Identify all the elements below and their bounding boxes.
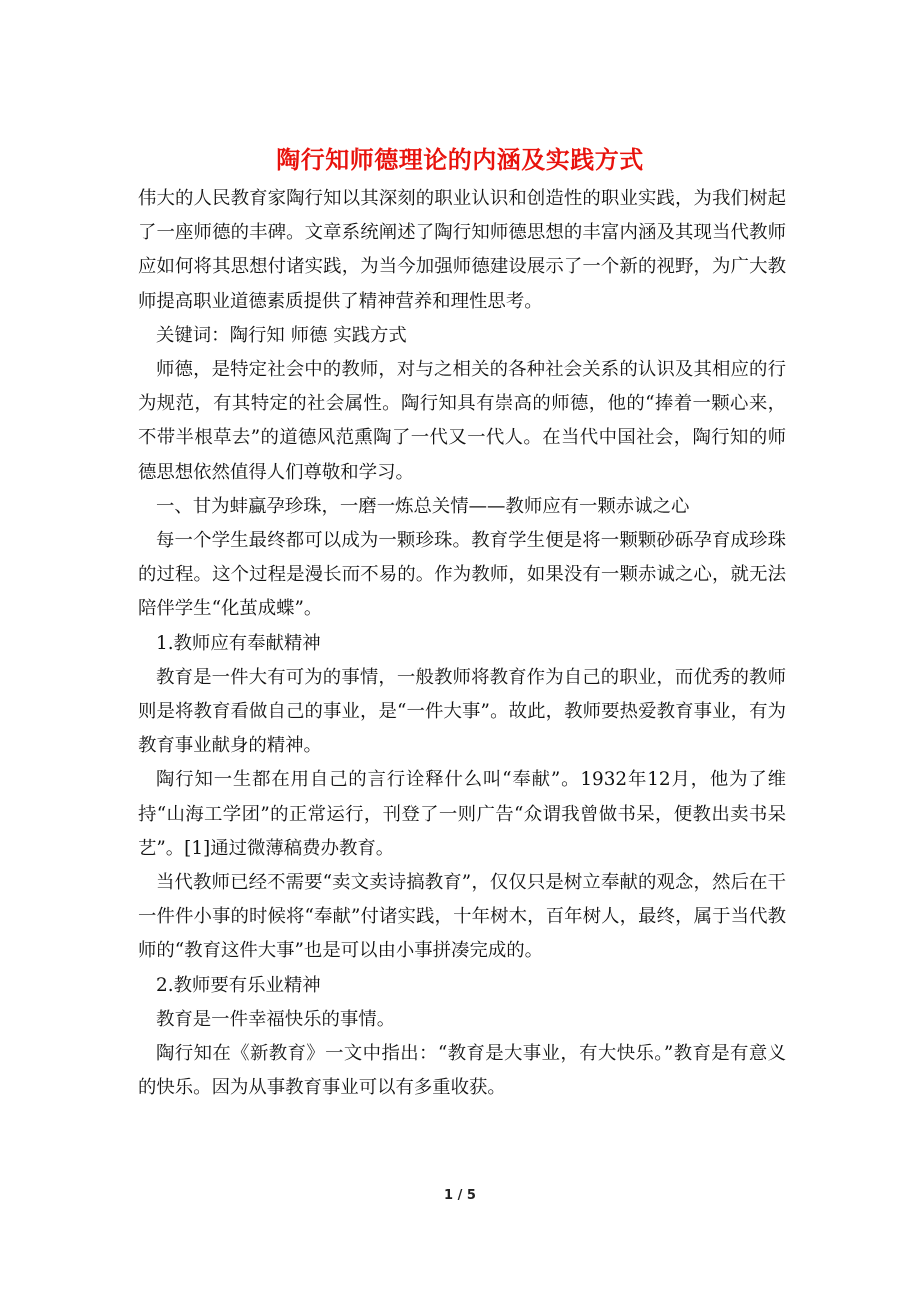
page-number: 1 / 5 [444,1188,476,1203]
body-paragraph: 教育是一件幸福快乐的事情。 [156,1008,396,1030]
body-paragraph: 师德，是特定社会中的教师，对与之相关的各种社会关系的认识及其相应的行为规范，有其特定的社会属性。陶行知具有崇高的师德，他的“捧着一颗心来，不带半根草去”的道德风范熏陶了一代又一代人。在当代中国社会，陶行知的师德思想依然值得人们尊敬和学习。 [138,359,786,483]
section-heading: 一、甘为蚌蠃孕珍珠，一磨一炼总关情——教师应有一颗赤诚之心 [156,495,690,517]
keywords-paragraph: 关键词：陶行知 师德 实践方式 [156,324,407,346]
body-paragraph: 教育是一件大有可为的事情，一般教师将教育作为自己的职业，而优秀的教师则是将教育看做自己的事业，是“一件大事”。故此，教师要热爱教育事业，有为教育事业献身的精神。 [138,666,786,757]
body-paragraph: 陶行知一生都在用自己的言行诠释什么叫“奉献”。1932年12月，他为了维持“山海工学团”的正常运行，刊登了一则广告“众谓我曾做书呆，便教出卖书呆艺”。[1]通过微薄稿费办教育。 [138,769,786,859]
body-paragraph: 陶行知在《新教育》一文中指出：“教育是大事业，有大快乐。”教育是有意义的快乐。因为从事教育事业可以有多重收获。 [138,1043,786,1099]
subsection-heading: 2.教师要有乐业精神 [156,974,321,996]
abstract-paragraph: 伟大的人民教育家陶行知以其深刻的职业认识和创造性的职业实践，为我们树起了一座师德的丰碑。文章系统阐述了陶行知师德思想的丰富内涵及其现当代教师应如何将其思想付诸实践，为当今加强师德建设展示了一个新的视野，为广大教师提高职业道德素质提供了精神营养和理性思考。 [138,188,786,312]
subsection-heading: 1.教师应有奉献精神 [156,632,321,654]
body-paragraph: 每一个学生最终都可以成为一颗珍珠。教育学生便是将一颗颗砂砾孕育成珍珠的过程。这个过程是漫长而不易的。作为教师，如果没有一颗赤诚之心，就无法陪伴学生“化茧成蝶”。 [138,530,786,620]
document-body [138,182,786,1105]
body-paragraph: 当代教师已经不需要“卖文卖诗搞教育”，仅仅只是树立奉献的观念，然后在干一件件小事的时候将“奉献”付诸实践，十年树木，百年树人，最终，属于当代教师的“教育这件大事”也是可以由小事拼凑完成的。 [138,872,786,962]
document-title: 陶行知师德理论的内涵及实践方式 [276,146,644,174]
